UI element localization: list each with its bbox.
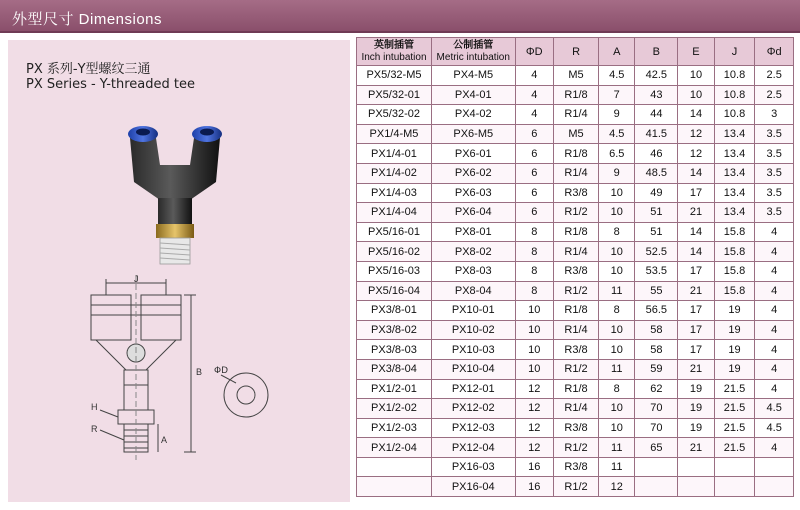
table-cell: 4 <box>755 438 794 458</box>
table-cell: PX1/4-03 <box>357 183 432 203</box>
table-cell: PX5/16-02 <box>357 242 432 262</box>
table-cell: R1/4 <box>554 242 599 262</box>
table-cell: PX10-04 <box>431 359 515 379</box>
table-cell: 10.8 <box>714 85 755 105</box>
table-cell: R3/8 <box>554 418 599 438</box>
series-title-cn: PX 系列-Y型螺纹三通 <box>26 62 151 77</box>
table-cell: 10.8 <box>714 66 755 86</box>
table-cell: PX1/4-M5 <box>357 124 432 144</box>
table-cell <box>678 457 714 477</box>
table-cell: 12 <box>515 418 554 438</box>
table-cell: PX8-03 <box>431 261 515 281</box>
table-cell: 21 <box>678 203 714 223</box>
table-cell: 17 <box>678 183 714 203</box>
table-cell: 17 <box>678 320 714 340</box>
table-cell: 21 <box>678 281 714 301</box>
table-cell: 46 <box>635 144 678 164</box>
table-cell: 8 <box>515 281 554 301</box>
table-cell: 15.8 <box>714 281 755 301</box>
table-cell: 6 <box>515 183 554 203</box>
table-cell: 19 <box>678 399 714 419</box>
table-cell: PX6-04 <box>431 203 515 223</box>
table-cell: 4.5 <box>599 66 635 86</box>
table-cell: PX5/32-01 <box>357 85 432 105</box>
table-cell: R1/4 <box>554 320 599 340</box>
dimension-drawing <box>86 275 286 465</box>
table-cell: PX3/8-04 <box>357 359 432 379</box>
table-cell: 19 <box>714 340 755 360</box>
table-cell <box>714 477 755 497</box>
table-cell: PX3/8-01 <box>357 301 432 321</box>
table-cell: 8 <box>515 222 554 242</box>
table-cell: 8 <box>599 301 635 321</box>
table-cell: 19 <box>678 379 714 399</box>
table-cell: 10 <box>515 320 554 340</box>
table-cell: R1/2 <box>554 359 599 379</box>
table-cell: 15.8 <box>714 242 755 262</box>
table-cell: R1/8 <box>554 301 599 321</box>
table-cell <box>678 477 714 497</box>
table-cell: 51 <box>635 222 678 242</box>
table-row <box>357 105 794 125</box>
col-inch: 英制插管 Inch intubation <box>357 38 432 66</box>
table-cell: 19 <box>714 301 755 321</box>
table-row <box>357 477 794 497</box>
table-cell: 14 <box>678 105 714 125</box>
table-cell: 48.5 <box>635 163 678 183</box>
table-cell: R1/4 <box>554 163 599 183</box>
table-cell: 6 <box>515 163 554 183</box>
table-cell: 70 <box>635 418 678 438</box>
dimensions-table-wrap <box>356 37 794 497</box>
table-cell: 10 <box>599 418 635 438</box>
table-cell: PX6-M5 <box>431 124 515 144</box>
table-cell: R1/8 <box>554 379 599 399</box>
table-cell: 51 <box>635 203 678 223</box>
table-cell: PX3/8-03 <box>357 340 432 360</box>
table-cell: R3/8 <box>554 457 599 477</box>
table-cell: 21.5 <box>714 438 755 458</box>
table-cell: PX1/4-04 <box>357 203 432 223</box>
table-row <box>357 66 794 86</box>
table-cell: 19 <box>714 359 755 379</box>
table-row <box>357 183 794 203</box>
product-photo <box>120 120 230 270</box>
table-cell: PX6-03 <box>431 183 515 203</box>
table-cell: 49 <box>635 183 678 203</box>
table-cell: PX1/2-03 <box>357 418 432 438</box>
table-row <box>357 261 794 281</box>
table-cell: PX10-02 <box>431 320 515 340</box>
table-cell: 59 <box>635 359 678 379</box>
table-cell: PX5/16-04 <box>357 281 432 301</box>
table-cell: 15.8 <box>714 261 755 281</box>
table-cell: 10 <box>599 203 635 223</box>
table-cell: 12 <box>599 477 635 497</box>
table-row <box>357 379 794 399</box>
table-cell: PX1/2-01 <box>357 379 432 399</box>
table-cell: 42.5 <box>635 66 678 86</box>
table-cell: 3.5 <box>755 163 794 183</box>
table-cell: 17 <box>678 261 714 281</box>
table-cell: 10 <box>599 183 635 203</box>
table-cell: 13.4 <box>714 163 755 183</box>
table-cell: 62 <box>635 379 678 399</box>
table-cell: 4 <box>515 85 554 105</box>
table-cell: PX4-02 <box>431 105 515 125</box>
table-cell: 10 <box>599 320 635 340</box>
col-a: A <box>599 38 635 66</box>
table-cell: R1/8 <box>554 85 599 105</box>
table-cell: 14 <box>678 222 714 242</box>
table-cell: 10 <box>515 340 554 360</box>
table-cell: 58 <box>635 320 678 340</box>
table-cell: 9 <box>599 105 635 125</box>
table-cell: 19 <box>678 418 714 438</box>
table-cell: 8 <box>599 222 635 242</box>
table-cell: 9 <box>599 163 635 183</box>
table-cell: PX12-02 <box>431 399 515 419</box>
table-cell: 11 <box>599 359 635 379</box>
page-title: 外型尺寸 Dimensions <box>12 11 163 28</box>
table-cell: M5 <box>554 66 599 86</box>
table-cell: PX1/4-01 <box>357 144 432 164</box>
table-cell: PX8-02 <box>431 242 515 262</box>
table-cell: 10 <box>515 301 554 321</box>
table-cell: 8 <box>515 261 554 281</box>
table-cell: 4 <box>755 379 794 399</box>
table-cell: 12 <box>678 124 714 144</box>
series-title-en: PX Series - Y-threaded tee <box>26 77 195 92</box>
table-cell: 4.5 <box>755 399 794 419</box>
table-cell: 11 <box>599 281 635 301</box>
table-cell: R3/8 <box>554 183 599 203</box>
table-cell: 4 <box>755 222 794 242</box>
col-e: E <box>678 38 714 66</box>
table-cell <box>635 457 678 477</box>
table-cell: 3.5 <box>755 124 794 144</box>
table-cell: 4 <box>755 242 794 262</box>
table-cell: PX6-02 <box>431 163 515 183</box>
table-row <box>357 399 794 419</box>
table-cell: PX16-03 <box>431 457 515 477</box>
table-cell: PX8-04 <box>431 281 515 301</box>
table-cell: PX12-01 <box>431 379 515 399</box>
table-cell: 2.5 <box>755 85 794 105</box>
table-row <box>357 320 794 340</box>
table-cell: 10 <box>678 85 714 105</box>
table-cell: 21.5 <box>714 418 755 438</box>
table-cell: PX10-03 <box>431 340 515 360</box>
dimensions-table <box>356 37 794 497</box>
table-cell: 21.5 <box>714 379 755 399</box>
table-cell: PX5/16-01 <box>357 222 432 242</box>
table-row <box>357 281 794 301</box>
table-cell <box>755 457 794 477</box>
table-cell: PX6-01 <box>431 144 515 164</box>
table-cell: 4 <box>755 261 794 281</box>
table-cell: 21.5 <box>714 399 755 419</box>
table-cell: 13.4 <box>714 203 755 223</box>
table-cell: 4 <box>515 66 554 86</box>
table-cell: 21 <box>678 359 714 379</box>
table-cell: 6 <box>515 124 554 144</box>
table-cell: 11 <box>599 438 635 458</box>
table-cell: 13.4 <box>714 144 755 164</box>
table-cell: 10 <box>599 399 635 419</box>
table-cell: 52.5 <box>635 242 678 262</box>
product-panel <box>8 40 350 502</box>
table-cell: 4 <box>755 281 794 301</box>
table-row <box>357 438 794 458</box>
table-cell: 19 <box>714 320 755 340</box>
table-row <box>357 163 794 183</box>
table-cell: 44 <box>635 105 678 125</box>
table-cell: 12 <box>678 144 714 164</box>
table-cell: 8 <box>515 242 554 262</box>
table-row <box>357 203 794 223</box>
table-cell: PX1/2-02 <box>357 399 432 419</box>
dim-label-r: R <box>91 424 98 434</box>
table-cell <box>755 477 794 497</box>
table-cell: PX8-01 <box>431 222 515 242</box>
table-cell: 2.5 <box>755 66 794 86</box>
table-cell: PX5/32-M5 <box>357 66 432 86</box>
table-cell: 10 <box>599 340 635 360</box>
table-cell: PX1/2-04 <box>357 438 432 458</box>
table-cell: 4.5 <box>755 418 794 438</box>
table-cell: 70 <box>635 399 678 419</box>
table-cell: 16 <box>515 457 554 477</box>
table-cell: 12 <box>515 438 554 458</box>
dim-label-j: J <box>134 275 139 284</box>
table-cell: R1/4 <box>554 399 599 419</box>
table-cell: 53.5 <box>635 261 678 281</box>
table-cell: PX10-01 <box>431 301 515 321</box>
table-cell: PX5/32-02 <box>357 105 432 125</box>
table-cell: PX4-M5 <box>431 66 515 86</box>
table-cell: 14 <box>678 242 714 262</box>
table-cell: 58 <box>635 340 678 360</box>
table-cell: 3.5 <box>755 144 794 164</box>
dim-label-b: B <box>196 367 203 377</box>
table-cell: 65 <box>635 438 678 458</box>
table-row <box>357 144 794 164</box>
table-cell: 12 <box>515 399 554 419</box>
table-cell: 11 <box>599 457 635 477</box>
table-row <box>357 418 794 438</box>
table-cell <box>357 457 432 477</box>
table-cell <box>635 477 678 497</box>
table-cell: 3 <box>755 105 794 125</box>
table-cell: 4 <box>755 301 794 321</box>
table-cell: R1/2 <box>554 281 599 301</box>
table-cell: 43 <box>635 85 678 105</box>
table-cell: 6 <box>515 144 554 164</box>
table-row <box>357 340 794 360</box>
table-cell: PX12-03 <box>431 418 515 438</box>
table-cell: R1/2 <box>554 438 599 458</box>
table-row <box>357 242 794 262</box>
table-header-row <box>357 38 794 66</box>
table-cell: R3/8 <box>554 340 599 360</box>
table-cell: 4 <box>755 340 794 360</box>
table-cell: 3.5 <box>755 183 794 203</box>
table-cell: R1/2 <box>554 203 599 223</box>
table-row <box>357 85 794 105</box>
table-row <box>357 301 794 321</box>
table-cell: 10 <box>515 359 554 379</box>
table-cell: 14 <box>678 163 714 183</box>
col-phi-d-lower: Φd <box>755 38 794 66</box>
dim-label-h: H <box>91 402 98 412</box>
table-cell: M5 <box>554 124 599 144</box>
table-cell <box>357 477 432 497</box>
table-row <box>357 124 794 144</box>
table-cell: PX3/8-02 <box>357 320 432 340</box>
table-cell: 10.8 <box>714 105 755 125</box>
table-cell: 6 <box>515 203 554 223</box>
table-cell: 13.4 <box>714 124 755 144</box>
table-cell: PX16-04 <box>431 477 515 497</box>
table-cell: 16 <box>515 477 554 497</box>
table-cell: R1/8 <box>554 144 599 164</box>
table-cell: PX12-04 <box>431 438 515 458</box>
dim-label-a: A <box>161 435 168 445</box>
table-row <box>357 359 794 379</box>
table-cell: R1/8 <box>554 222 599 242</box>
table-cell: 17 <box>678 301 714 321</box>
table-cell: PX1/4-02 <box>357 163 432 183</box>
table-cell: 4 <box>515 105 554 125</box>
table-cell: PX5/16-03 <box>357 261 432 281</box>
table-cell: R1/2 <box>554 477 599 497</box>
table-cell: 15.8 <box>714 222 755 242</box>
col-metric: 公制插管 Metric intubation <box>431 38 515 66</box>
header-bar <box>0 0 800 33</box>
col-b: B <box>635 38 678 66</box>
table-cell: 41.5 <box>635 124 678 144</box>
table-cell: 10 <box>599 261 635 281</box>
table-cell: 7 <box>599 85 635 105</box>
table-row <box>357 457 794 477</box>
col-phi-d-upper: ΦD <box>515 38 554 66</box>
table-cell: 12 <box>515 379 554 399</box>
table-cell: 4.5 <box>599 124 635 144</box>
table-cell: R3/8 <box>554 261 599 281</box>
table-cell: 3.5 <box>755 203 794 223</box>
table-cell: 4 <box>755 320 794 340</box>
table-cell: 10 <box>678 66 714 86</box>
table-cell: 10 <box>599 242 635 262</box>
table-cell: 55 <box>635 281 678 301</box>
table-cell: 56.5 <box>635 301 678 321</box>
table-cell: 21 <box>678 438 714 458</box>
table-cell: 6.5 <box>599 144 635 164</box>
col-j: J <box>714 38 755 66</box>
table-cell <box>714 457 755 477</box>
col-r: R <box>554 38 599 66</box>
table-row <box>357 222 794 242</box>
table-cell: 8 <box>599 379 635 399</box>
table-cell: 4 <box>755 359 794 379</box>
table-cell: PX4-01 <box>431 85 515 105</box>
dim-label-phid: ΦD <box>214 366 229 376</box>
table-cell: 13.4 <box>714 183 755 203</box>
table-cell: 17 <box>678 340 714 360</box>
table-cell: R1/4 <box>554 105 599 125</box>
